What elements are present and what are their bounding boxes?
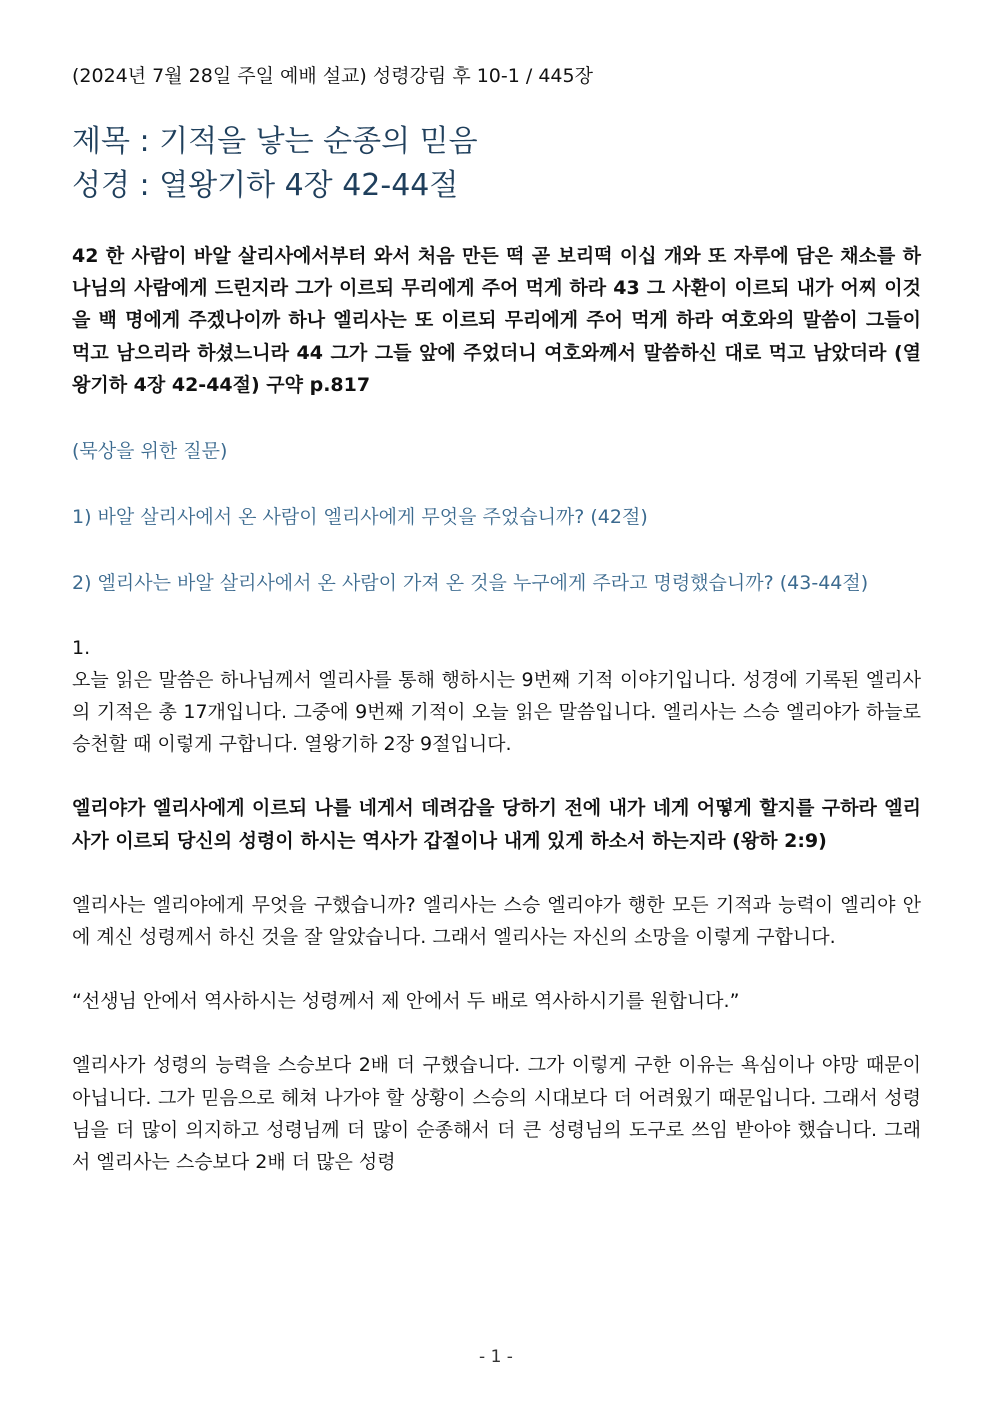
meditation-questions-heading: (묵상을 위한 질문) — [72, 440, 228, 463]
body-paragraph: 오늘 읽은 말씀은 하나님께서 엘리사를 통해 행하시는 9번째 기적 이야기입니다. 성경에 기록된 엘리사의 기적은 총 17개입니다. 그중에 9번째 기적이 오늘 읽은 말씀입니다. 엘리사는 스승 엘리야가 하늘로 승천할 때 이렇게 구합니다. 열왕기하 2장 9절입니다. — [72, 668, 921, 756]
section-number: 1. — [72, 636, 91, 659]
question-1: 1) 바알 살리사에서 온 사람이 엘리사에게 무엇을 주었습니까? (42절) — [72, 506, 648, 529]
body-paragraph: 엘리사는 엘리야에게 무엇을 구했습니까? 엘리사는 스승 엘리야가 행한 모든 기적과 능력이 엘리야 안에 계신 성령께서 하신 것을 잘 알았습니다. 그래서 엘리사는 자신의 소망을 이렇게 구합니다. — [72, 893, 921, 949]
scripture-reference: 성경 : 열왕기하 4장 42-44절 — [72, 168, 459, 203]
body-quote: “선생님 안에서 역사하시는 성령께서 제 안에서 두 배로 역사하시기를 원합니다.” — [72, 990, 740, 1013]
title-block — [72, 120, 921, 208]
question-2: 2) 엘리사는 바알 살리사에서 온 사람이 가져 온 것을 누구에게 주라고 명령했습니까? (43-44절) — [72, 572, 869, 595]
body-paragraph: 엘리사가 성령의 능력을 스승보다 2배 더 구했습니다. 그가 이렇게 구한 이유는 욕심이나 야망 때문이 아닙니다. 그가 믿음으로 헤쳐 나가야 할 상황이 스승의 시대보다 더 어려웠기 때문입니다. 그래서 성령님을 더 많이 의지하고 성령님께 더 많이 순종해서 더 큰 성령님의 도구로 쓰임 받아야 했습니다. 그래서 엘리사는 스승보다 2배 더 많은 성령 — [72, 1054, 921, 1174]
document-page — [72, 62, 921, 1178]
sermon-title: 제목 : 기적을 낳는 순종의 믿음 — [72, 124, 478, 159]
scripture-quote: 엘리야가 엘리사에게 이르되 나를 네게서 데려감을 당하기 전에 내가 네게 어떻게 할지를 구하라 엘리사가 이르되 당신의 성령이 하시는 역사가 갑절이나 내게 있게 하소서 하는지라 (왕하 2:9) — [72, 797, 921, 852]
sermon-header: (2024년 7월 28일 주일 예배 설교) 성령강림 후 10-1 / 445장 — [72, 65, 593, 87]
scripture-text: 42 한 사람이 바알 살리사에서부터 와서 처음 만든 떡 곧 보리떡 이십 개와 또 자루에 담은 채소를 하나님의 사람에게 드린지라 그가 이르되 무리에게 주어 먹게 하라 43 그 사환이 이르되 내가 어찌 이것을 백 명에게 주겠나이까 하나 엘리사는 또 이르되 무리에게 주어 먹게 하라 여호와의 말씀이 그들이 먹고 남으리라 하셨느니라 44 그가 그들 앞에 주었더니 여호와께서 말씀하신 대로 먹고 남았더라 (열왕기하 4장 42-44절) 구약 p.817 — [72, 245, 921, 396]
page-number: - 1 - — [479, 1347, 513, 1367]
